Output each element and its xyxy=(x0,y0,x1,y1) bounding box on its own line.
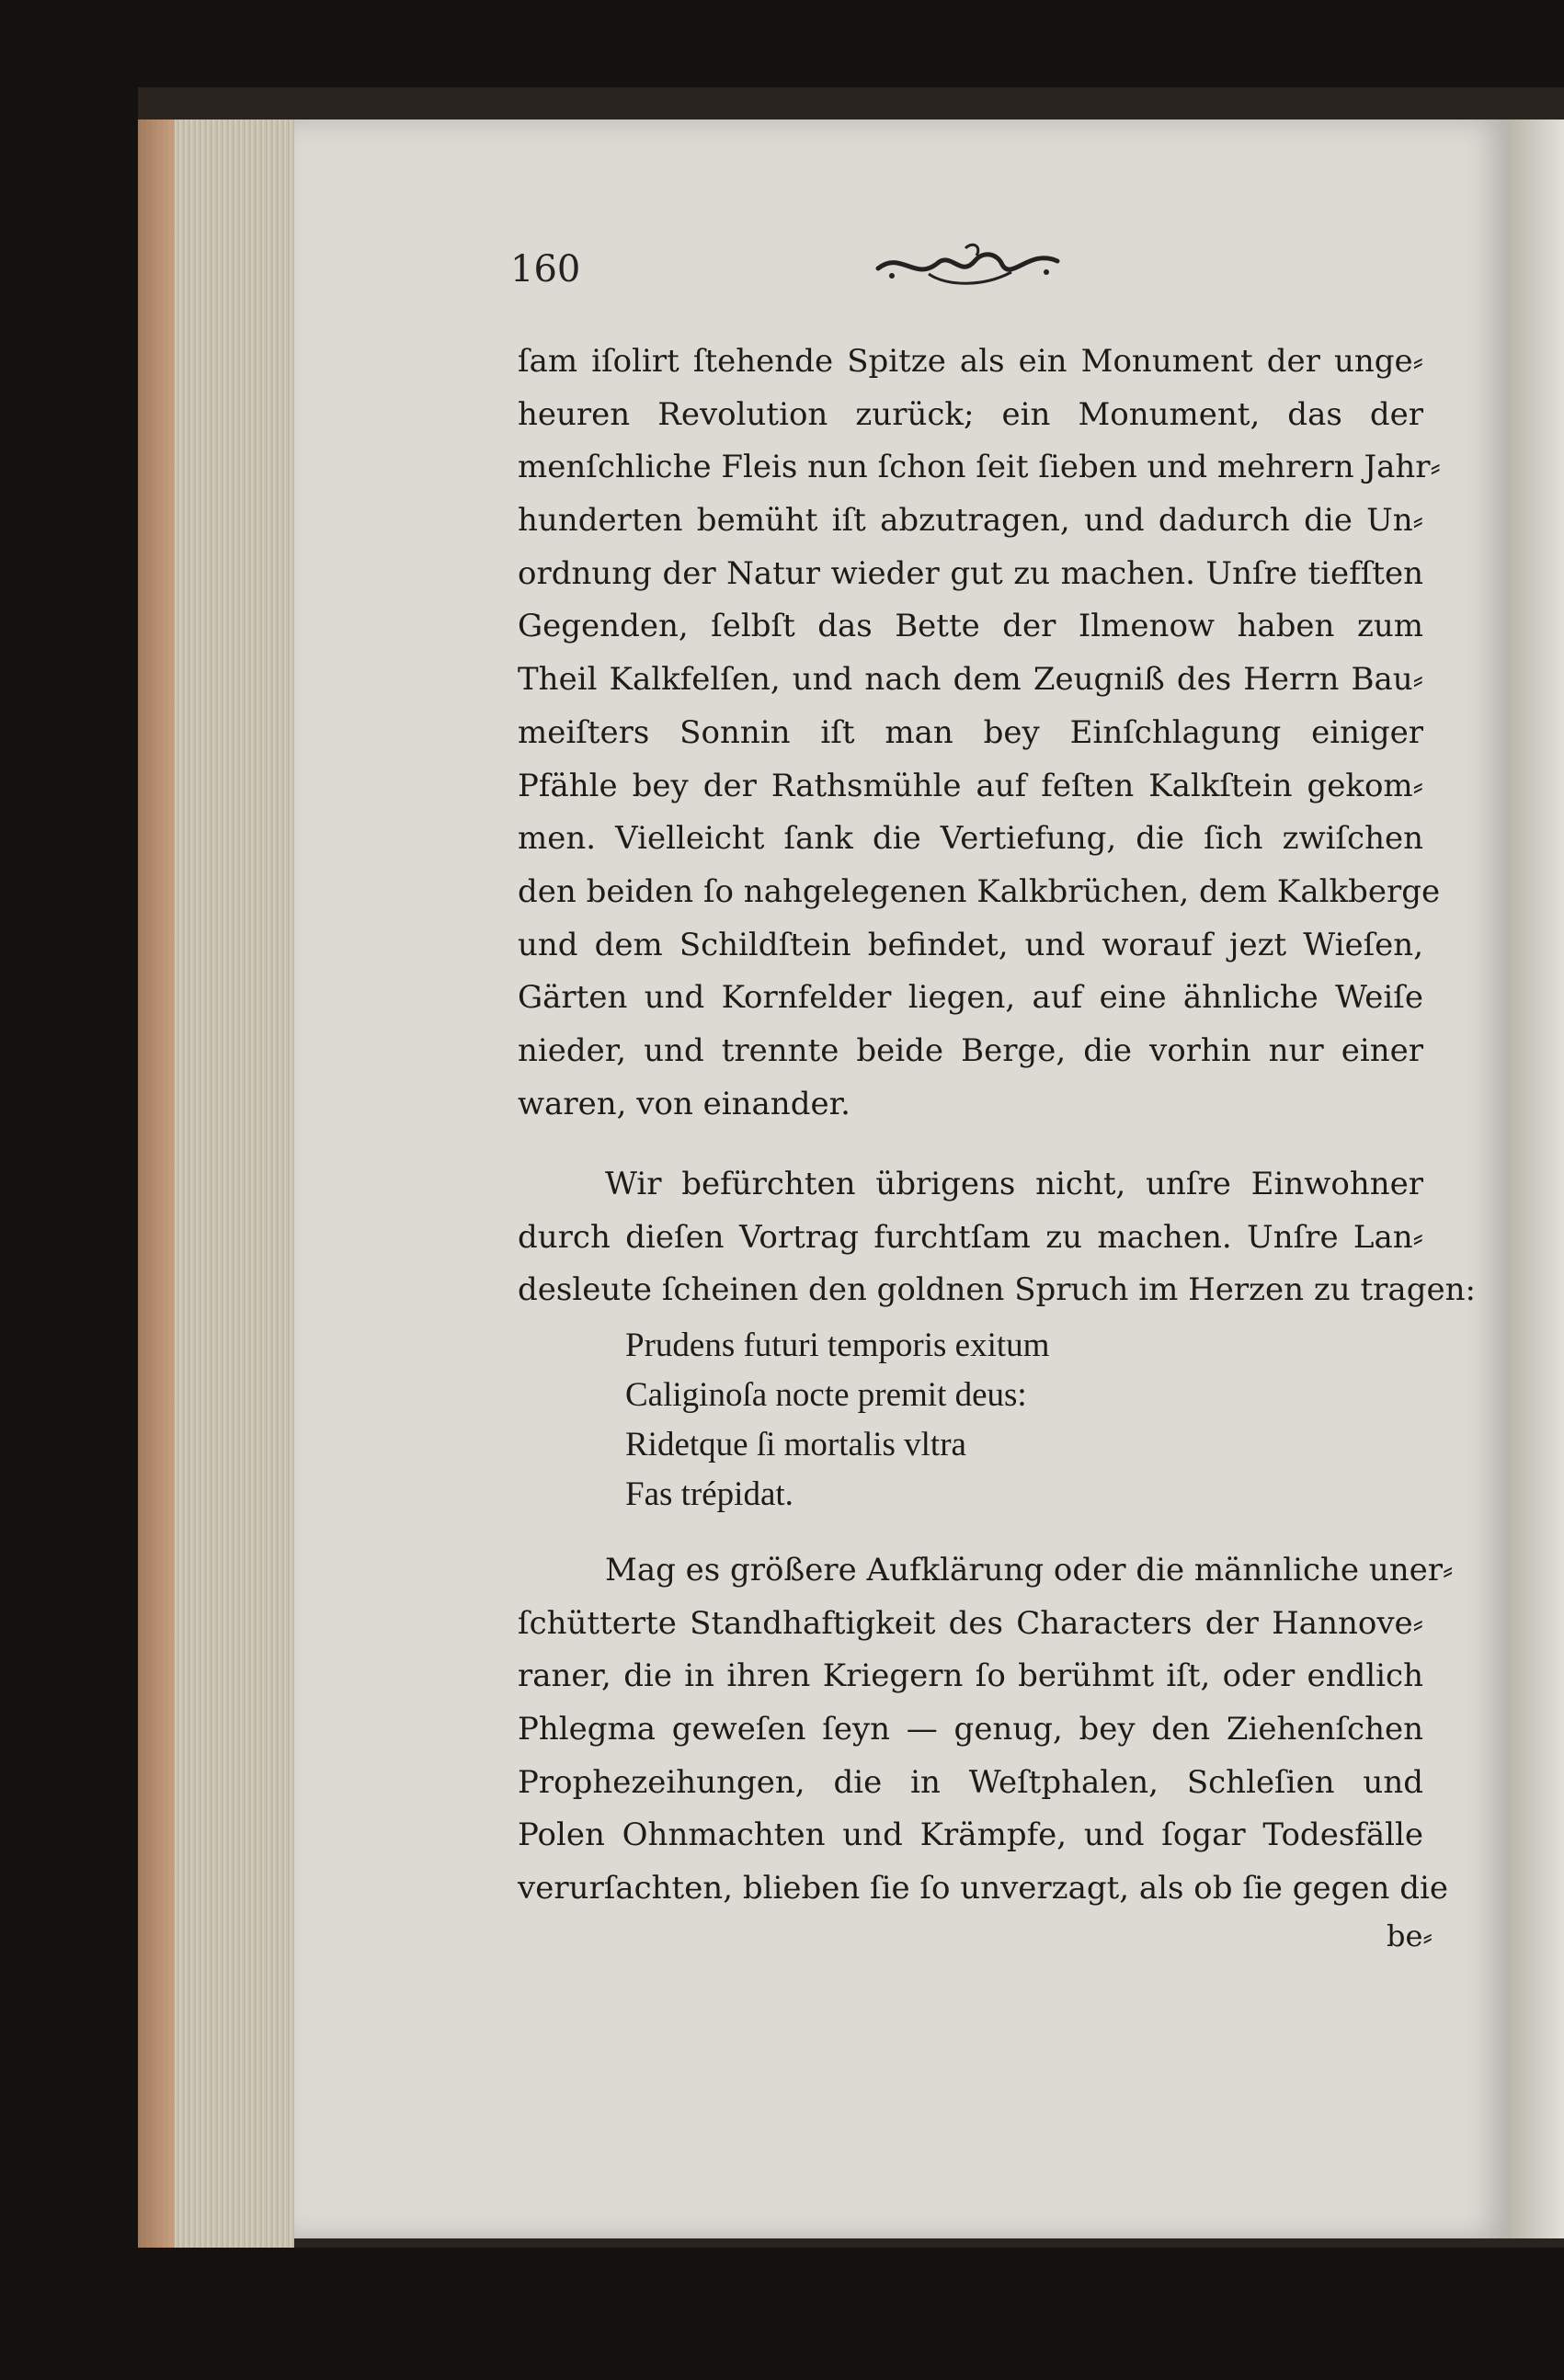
verse-line: Fas trépidat. xyxy=(625,1475,793,1513)
verse-line: Caliginoſa nocte premit deus: xyxy=(625,1376,1027,1414)
decorative-ornament-icon xyxy=(873,241,1067,289)
text-line: Wir befürchten übrigens nicht, unſre Einwohner xyxy=(605,1166,1423,1202)
text-line: Pfähle bey der Rathsmühle auf feſten Kalkſtein gekom⸗ xyxy=(518,767,1423,804)
text-line: waren, von einander. xyxy=(518,1085,850,1122)
text-line: Gärten und Kornfelder liegen, auf eine ähnliche Weiſe xyxy=(518,979,1423,1017)
text-line: ordnung der Natur wieder gut zu machen. Unſre tiefſten xyxy=(518,554,1423,592)
latin-verse xyxy=(625,1321,1049,1520)
text-line: ſchütterte Standhaftigkeit des Characters der Hannove⸗ xyxy=(518,1604,1423,1642)
text-line: Gegenden, ſelbſt das Bette der Ilmenow haben zum xyxy=(518,608,1423,645)
text-line: desleute ſcheinen den goldnen Spruch im Herzen zu tragen: xyxy=(518,1271,1476,1309)
facing-page-strip xyxy=(1508,120,1564,2238)
text-line: Prophezeihungen, die in Weſtphalen, Schleſien und xyxy=(518,1763,1423,1801)
text-line: Polen Ohnmachten und Krämpfe, und ſogar Todesfälle xyxy=(518,1816,1423,1854)
text-line: men. Vielleicht ſank die Vertiefung, die ſich zwiſchen xyxy=(518,820,1423,858)
text-line: Mag es größere Aufklärung oder die männliche uner⸗ xyxy=(605,1552,1454,1589)
page-number: 160 xyxy=(510,248,581,290)
text-line: Theil Kalkfelſen, und nach dem Zeugniß des Herrn Bau⸗ xyxy=(518,661,1423,699)
paragraph-3 xyxy=(518,1544,1454,1916)
paragraph-1 xyxy=(518,336,1441,1131)
paragraph-2 xyxy=(518,1158,1476,1317)
verse-line: Prudens futuri temporis exitum xyxy=(625,1327,1050,1364)
text-line: meiſters Sonnin iſt man bey Einſchlagung einiger xyxy=(518,713,1423,751)
text-line: durch dieſen Vortrag furchtſam zu machen. Unſre Lan⸗ xyxy=(518,1218,1423,1256)
text-line: und dem Schildſtein befindet, und worauf jezt Wieſen, xyxy=(518,926,1423,963)
page-edge-tint xyxy=(138,120,175,2248)
text-line: verurſachten, blieben ſie ſo unverzagt, als ob ſie gegen die xyxy=(518,1870,1448,1907)
text-line: hunderten bemüht iſt abzutragen, und dadurch die Un⸗ xyxy=(518,502,1423,540)
text-line: raner, die in ihren Kriegern ſo berühmt iſt, oder endlich xyxy=(518,1657,1423,1695)
catchword: be⸗ xyxy=(1387,1919,1433,1953)
verse-line: Ridetque ſi mortalis vltra xyxy=(625,1426,966,1463)
text-line: menſchliche Fleis nun ſchon ſeit ſieben und mehrern Jahr⸗ xyxy=(518,449,1441,486)
text-line: den beiden ſo nahgelegenen Kalkbrüchen, dem Kalkberge xyxy=(518,872,1441,910)
text-line: ſam iſolirt ſtehende Spitze als ein Monument der unge⸗ xyxy=(518,343,1423,380)
text-line: heuren Revolution zurück; ein Monument, das der xyxy=(518,395,1423,433)
text-line: nieder, und trennte beide Berge, die vorhin nur einer xyxy=(518,1031,1423,1069)
text-line: Phlegma geweſen ſeyn — genug, bey den Ziehenſchen xyxy=(518,1711,1423,1748)
